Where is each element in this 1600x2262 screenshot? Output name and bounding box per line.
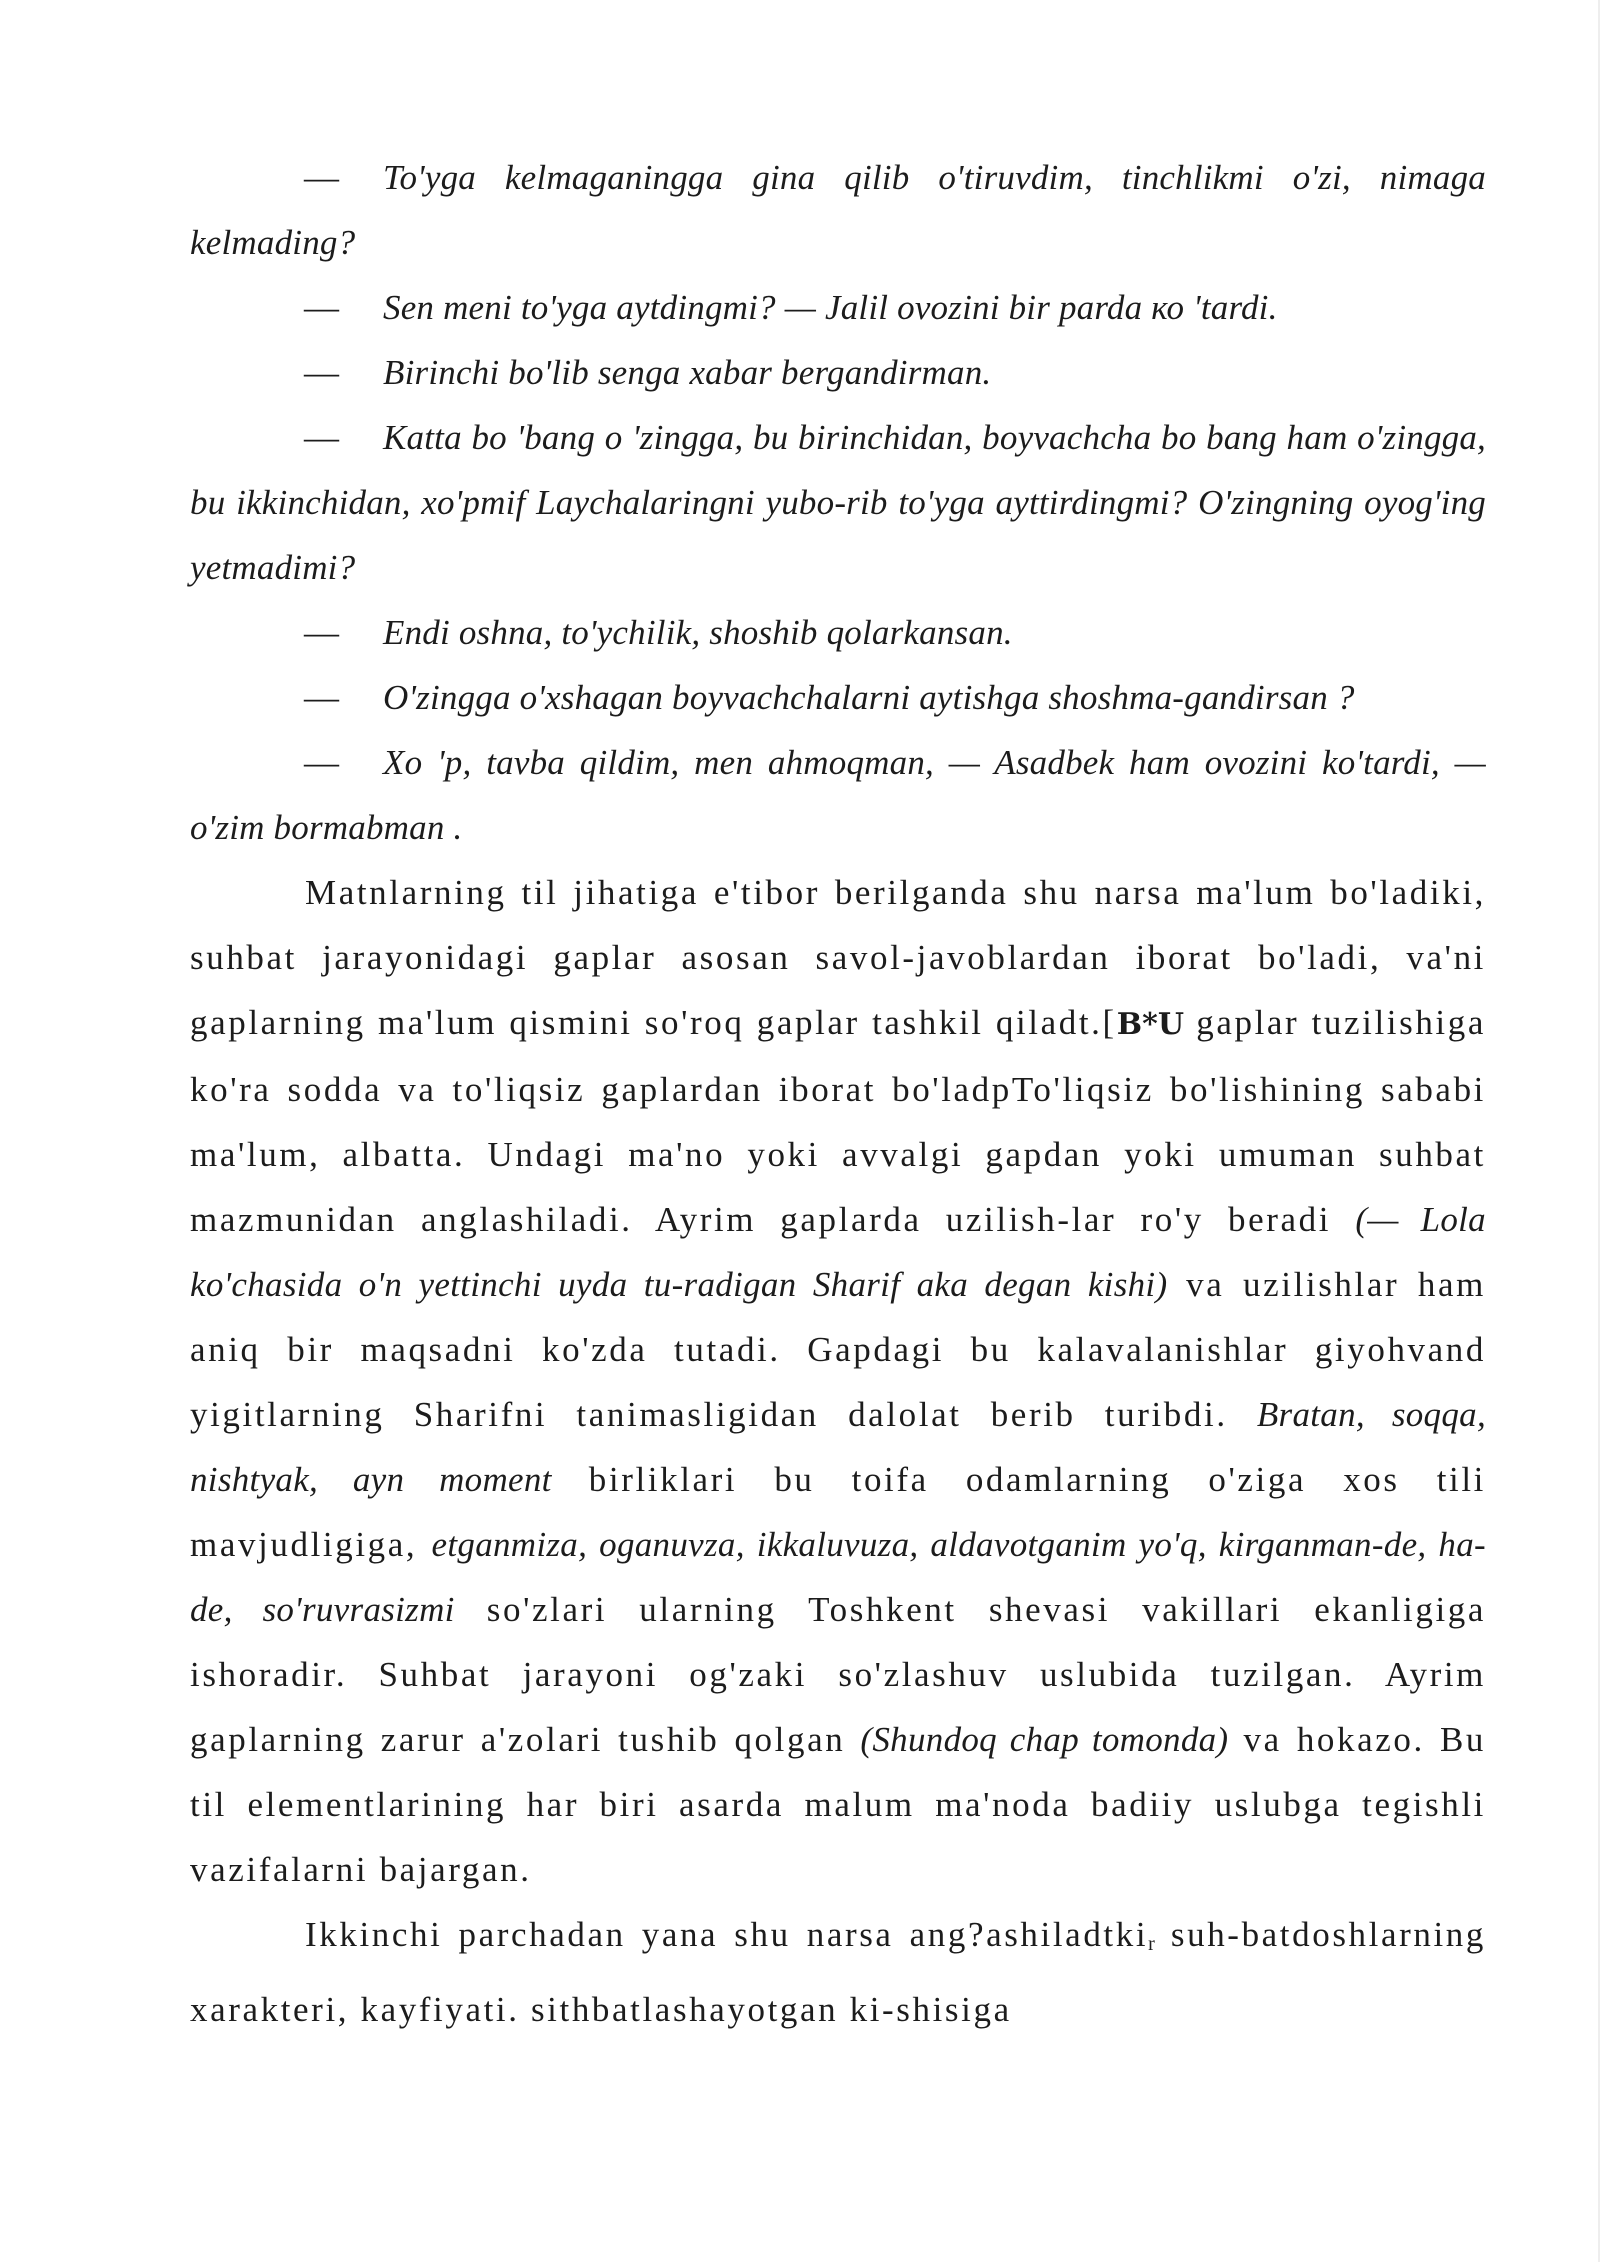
page-margin [0, 0, 190, 2262]
garbled-mark: B*U [1116, 1007, 1184, 1042]
dialog-text: Katta bo 'bang o 'zingga, bu birinchidan, boyvachcha bo bang ham o'zingga, bu ikkinchidan, xo'pmif Laychalaringni yubo-rib to'yga ayttirdingmi? O'zingning oyog'ing yetmadimi? [190, 418, 1486, 587]
dialog-dash: — [304, 353, 340, 392]
dialog-line [190, 665, 1486, 730]
text-run: so'zlari ularning Toshkent shevasi vakillari ekanligiga ishoradir. Suhbat jarayoni og'zaki so'zlashuv uslubida tuzilgan. Ayrim gaplarning zarur a'zolari tushib qolgan [190, 1590, 1487, 1759]
italic-quote: (— Lola ko'chasida o'n yettinchi uyda tu-radigan Sharif aka degan kishi) [190, 1200, 1486, 1304]
dialog-line [190, 600, 1486, 665]
dialog-text: O'zingga o'xshagan boyvachchalarni aytishga shoshma-gandirsan ? [383, 678, 1355, 717]
text-run: va hokazo. Bu til elementlarining har biri asarda malum ma'noda badiiy uslubga tegishli vazifalarni bajargan. [190, 1720, 1486, 1889]
italic-terms: Bratan, soqqa, nishtyak, ayn moment [190, 1395, 1487, 1499]
dialog-line [190, 145, 1486, 275]
dialog-block [190, 145, 1486, 860]
body-paragraph [190, 860, 1486, 1902]
subscript-mark: r [1148, 1933, 1155, 1955]
dialog-dash: — [304, 743, 340, 782]
italic-terms: etganmiza, oganuvza, ikkaluvuza, aldavotganim yo'q, kirganman-de, ha-de, so'ruvrasizmi [190, 1525, 1486, 1629]
dialog-line [190, 340, 1486, 405]
text-run: gaplar tuzilishiga ko'ra sodda va to'liqsiz gaplardan iborat bo'ladpTo'liqsiz bo'lishining sababi ma'lum, albatta. Undagi ma'no yoki avvalgi gapdan yoki umuman suhbat mazmunidan anglashiladi. Ayrim gaplarda uzilish-lar ro'y beradi [190, 1003, 1486, 1239]
body-paragraph [190, 1902, 1486, 2042]
dialog-line [190, 730, 1486, 860]
dialog-text: Birinchi bo'lib senga xabar bergandirman. [383, 353, 992, 392]
text-run: Ikkinchi parchadan yana shu narsa ang?ashiladtki [305, 1915, 1149, 1954]
dialog-line [190, 405, 1486, 600]
italic-quote: (Shundoq chap tomonda) [860, 1720, 1229, 1759]
dialog-dash: — [304, 418, 340, 457]
text-run: suh-batdoshlarning xarakteri, kayfiyati. sithbatlashayotgan ki-shisiga [190, 1915, 1486, 2029]
dialog-dash: — [304, 158, 340, 197]
dialog-dash: — [304, 288, 340, 327]
text-run: va uzilishlar ham aniq bir maqsadni ko'zda tutadi. Gapdagi bu kalavalanishlar giyohvand yigitlarning Sharifni tanimasligidan dalolat berib turibdi. [190, 1265, 1486, 1434]
dialog-text: Sen meni to'yga aytdingmi? — Jalil ovozini bir parda ко 'tardi. [383, 288, 1278, 327]
dialog-dash: — [304, 613, 340, 652]
dialog-line [190, 275, 1486, 340]
dialog-text: To'yga kelmaganingga gina qilib o'tiruvdim, tinchlikmi o'zi, nimaga kelmading? [190, 158, 1486, 262]
dialog-dash: — [304, 678, 340, 717]
dialog-text: Xo 'p, tavba qildim, men ahmoqman, — Asadbek ham ovozini ko'tardi, — o'zim bormabman . [190, 743, 1486, 847]
document-page [190, 145, 1486, 2042]
text-run: Matnlarning til jihatiga e'tibor berilganda shu narsa ma'lum bo'ladiki, suhbat jarayonidagi gaplar asosan savol-javoblardan iborat bo'ladi, va'ni gaplarning ma'lum qismini so'roq gaplar tashkil qiladt.[ [190, 873, 1486, 1042]
text-run: birliklari bu toifa odamlarning o'ziga xos tili mavjudligiga, [190, 1460, 1486, 1564]
dialog-text: Endi oshna, to'ychilik, shoshib qolarkansan. [383, 613, 1013, 652]
